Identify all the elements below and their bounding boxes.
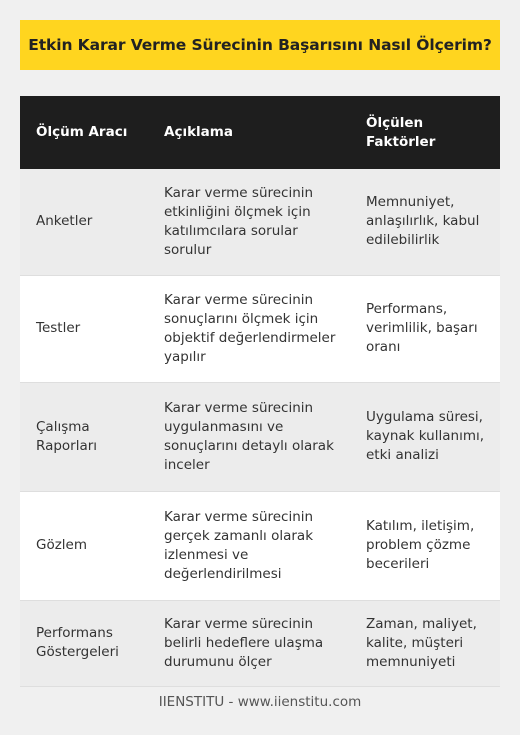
table-row (20, 275, 500, 382)
cell-description: Karar verme sürecinin sonuçlarını ölçmek için objektif değerlendirmeler yapılır (148, 275, 350, 382)
cell-tool: Anketler (20, 169, 148, 275)
cell-description: Karar verme sürecinin uygulanmasını ve sonuçlarını detaylı olarak inceler (148, 382, 350, 491)
cell-tool: Testler (20, 275, 148, 382)
column-header-tool: Ölçüm Aracı (20, 96, 148, 169)
cell-factors: Katılım, iletişim, problem çözme becerileri (350, 491, 500, 600)
table-row (20, 600, 500, 686)
cell-factors: Zaman, maliyet, kalite, müşteri memnuniyeti (350, 600, 500, 686)
table-row (20, 382, 500, 491)
title-banner (20, 20, 500, 70)
cell-description: Karar verme sürecinin etkinliğini ölçmek için katılımcılara sorular sorulur (148, 169, 350, 275)
cell-factors: Uygulama süresi, kaynak kullanımı, etki analizi (350, 382, 500, 491)
footer-credit: IIENSTITU - www.iienstitu.com (158, 694, 362, 710)
column-header-description: Açıklama (148, 96, 350, 169)
cell-description: Karar verme sürecinin belirli hedeflere ulaşma durumunu ölçer (148, 600, 350, 686)
table-header-row (20, 96, 500, 169)
measurement-table (20, 96, 500, 687)
cell-tool: Gözlem (20, 491, 148, 600)
cell-factors: Performans, verimlilik, başarı oranı (350, 275, 500, 382)
table-row (20, 491, 500, 600)
cell-tool: Çalışma Raporları (20, 382, 148, 491)
page-title: Etkin Karar Verme Sürecinin Başarısını Nasıl Ölçerim? (28, 36, 492, 54)
cell-description: Karar verme sürecinin gerçek zamanlı olarak izlenmesi ve değerlendirilmesi (148, 491, 350, 600)
table-row (20, 169, 500, 275)
cell-tool: Performans Göstergeleri (20, 600, 148, 686)
column-header-factors: Ölçülen Faktörler (350, 96, 500, 169)
cell-factors: Memnuniyet, anlaşılırlık, kabul edilebilirlik (350, 169, 500, 275)
